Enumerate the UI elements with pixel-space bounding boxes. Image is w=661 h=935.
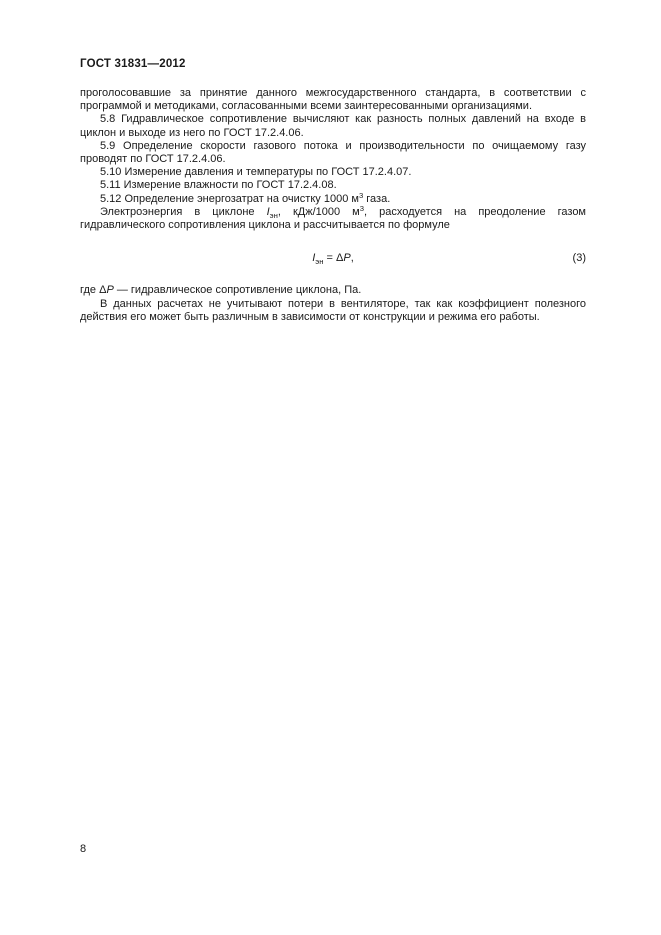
paragraph-where-delta-p [80,284,586,297]
clause-5-12-text-end: газа. [363,192,391,205]
paragraph-note-ventilator: В данных расчетах не учитывают потери в вентиляторе, так как коэффициент полезного действия его может быть различным в зависимости от конструкции и режима его работы. [80,297,586,323]
document-body [80,87,586,324]
document-header: ГОСТ 31831—2012 [80,58,186,70]
where-text-start: где Δ [80,284,107,297]
formula-subscript-en: эн [315,256,324,266]
clause-5-8: 5.8 Гидравлическое сопротивление вычисляют как разность полных давлений на входе в циклон и выходе из него по ГОСТ 17.2.4.06. [80,113,586,139]
paragraph-electro-energy [80,206,586,232]
clause-5-12 [80,193,586,206]
clause-5-11: 5.11 Измерение влажности по ГОСТ 17.2.4.08. [100,179,337,192]
subscript-en: эн [269,210,278,220]
formula-variable-p: P [343,252,351,265]
formula-variable-i: I [312,252,316,265]
variable-p: P [106,284,114,297]
clause-5-10: 5.10 Измерение давления и температуры по ГОСТ 17.2.4.07. [100,166,412,179]
formula-number: (3) [572,252,586,265]
formula-3 [80,252,586,265]
clause-5-12-text: 5.12 Определение энергозатрат на очистку 1000 м [100,192,359,205]
where-text-end: — гидравлическое сопротивление циклона, Па. [113,284,362,297]
electro-text-mid: , кДж/1000 м [277,205,360,218]
electro-text-end: , расходуется на преодоление газом гидравлического сопротивления циклона и рассчитывается по формуле [80,205,586,232]
page-number: 8 [80,843,87,855]
clause-5-9: 5.9 Определение скорости газового потока и производительности по очищаемому газу проводят по ГОСТ 17.2.4.06. [80,139,586,166]
formula-expression [312,252,354,264]
electro-text-start: Электроэнергия в циклоне [100,205,267,218]
formula-equals-delta: = Δ [323,252,344,265]
variable-i: I [266,205,270,218]
formula-comma: , [350,252,354,265]
superscript-3: 3 [359,204,364,214]
paragraph-continuation: проголосовавшие за принятие данного межгосударственного стандарта, в соответствии с программой и методиками, согласованными всеми заинтересованными организациями. [80,87,586,113]
superscript-3: 3 [358,191,364,201]
